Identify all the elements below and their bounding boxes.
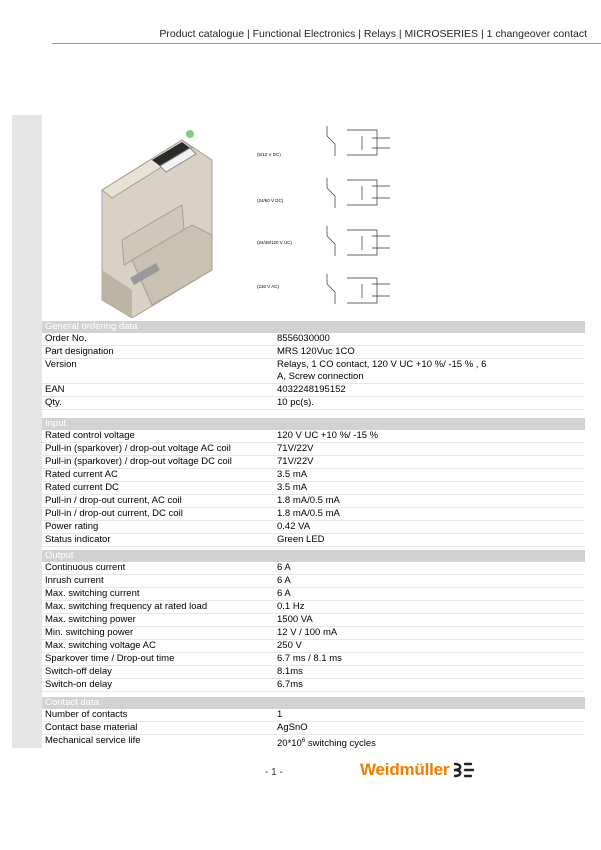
row-value: 1.8 mA/0.5 mA	[277, 495, 340, 506]
row-key: Version	[45, 359, 77, 370]
row-value: 8.1ms	[277, 666, 303, 677]
table-row	[42, 614, 585, 627]
row-value-exponent: 6	[301, 738, 306, 744]
table-row	[42, 456, 585, 469]
diagram-label-2: (24/60 V DC)	[257, 198, 284, 203]
weidmuller-mark-icon	[453, 761, 475, 779]
diagram-label-1: (5/12 V DC)	[257, 152, 281, 157]
table-row	[42, 384, 585, 397]
row-value: 6.7ms	[277, 679, 303, 690]
row-value-base: 20*10	[277, 738, 302, 750]
table-row	[42, 601, 585, 614]
header-divider	[52, 43, 601, 44]
row-value: MRS 120Vuc 1CO	[277, 346, 355, 357]
breadcrumb: Product catalogue | Functional Electronics | Relays | MICROSERIES | 1 changeover contact	[159, 28, 587, 40]
row-key: Pull-in (sparkover) / drop-out voltage AC coil	[45, 443, 231, 454]
row-key: Sparkover time / Drop-out time	[45, 653, 175, 664]
table-row	[42, 508, 585, 521]
row-value: 6 A	[277, 575, 291, 586]
table-row	[42, 534, 585, 547]
diagram-label-3: (24/48/120 V UC)	[257, 240, 293, 245]
row-key: Mechanical service life	[45, 735, 141, 746]
row-key: Number of contacts	[45, 709, 128, 720]
row-key: Rated current AC	[45, 469, 118, 480]
row-value: 3.5 mA	[277, 469, 308, 480]
diagram-label-4: (230 V AC)	[257, 284, 280, 289]
row-key: Switch-on delay	[45, 679, 113, 690]
row-value	[277, 735, 585, 750]
table-row	[42, 333, 585, 346]
side-bar	[12, 115, 42, 748]
row-value: AgSnO	[277, 722, 308, 733]
row-key: Inrush current	[45, 575, 104, 586]
table-row	[42, 521, 585, 534]
row-key: Part designation	[45, 346, 114, 357]
output-section	[42, 550, 585, 692]
row-value: 0.1 Hz	[277, 601, 305, 612]
table-row	[42, 575, 585, 588]
row-value: 6.7 ms / 8.1 ms	[277, 653, 342, 664]
row-key: Max. switching current	[45, 588, 140, 599]
row-value	[277, 359, 585, 383]
table-row	[42, 359, 585, 384]
row-key: Min. switching power	[45, 627, 134, 638]
row-value-line1: Relays, 1 CO contact, 120 V UC +10 %/ -15 % , 6	[277, 359, 487, 370]
table-row	[42, 709, 585, 722]
page-number: - 1 -	[265, 767, 283, 778]
row-key: Pull-in (sparkover) / drop-out voltage DC coil	[45, 456, 232, 467]
row-value: 1500 VA	[277, 614, 313, 625]
table-row	[42, 735, 585, 750]
product-images	[42, 118, 585, 320]
row-key: Rated current DC	[45, 482, 119, 493]
row-value: 6 A	[277, 588, 291, 599]
wiring-diagrams	[257, 118, 427, 320]
table-row	[42, 588, 585, 601]
section-heading: Contact data	[42, 697, 585, 709]
row-key: Switch-off delay	[45, 666, 112, 677]
row-key: Power rating	[45, 521, 99, 532]
row-value: 1.8 mA/0.5 mA	[277, 508, 340, 519]
table-row	[42, 653, 585, 666]
table-row	[42, 443, 585, 456]
logo-text: Weidmüller	[360, 760, 450, 779]
row-value: 0.42 VA	[277, 521, 311, 532]
section-heading: Output	[42, 550, 585, 562]
product-photo	[62, 120, 252, 318]
table-row	[42, 679, 585, 692]
row-key: EAN	[45, 384, 65, 395]
table-row	[42, 482, 585, 495]
row-value: 120 V UC +10 %/ -15 %	[277, 430, 379, 441]
input-section	[42, 418, 585, 547]
table-row	[42, 397, 585, 410]
row-value: 3.5 mA	[277, 482, 308, 493]
row-value: 12 V / 100 mA	[277, 627, 338, 638]
row-value: 250 V	[277, 640, 302, 651]
table-row	[42, 469, 585, 482]
row-value: 8556030000	[277, 333, 330, 344]
table-row	[42, 640, 585, 653]
row-value: 6 A	[277, 562, 291, 573]
table-row	[42, 562, 585, 575]
row-key: Pull-in / drop-out current, DC coil	[45, 508, 183, 519]
row-key: Max. switching power	[45, 614, 136, 625]
weidmuller-logo	[360, 758, 475, 782]
section-heading: Input	[42, 418, 585, 430]
row-key: Order No.	[45, 333, 87, 344]
table-row	[42, 666, 585, 679]
row-value: 71V/22V	[277, 456, 314, 467]
row-value-tail: switching cycles	[305, 738, 376, 750]
row-value: 1	[277, 709, 283, 720]
row-value: Green LED	[277, 534, 325, 545]
table-row	[42, 495, 585, 508]
general-ordering-section	[42, 321, 585, 410]
row-value: 71V/22V	[277, 443, 314, 454]
row-value-line2: A, Screw connection	[277, 371, 364, 382]
row-key: Continuous current	[45, 562, 126, 573]
table-row	[42, 722, 585, 735]
row-key: Pull-in / drop-out current, AC coil	[45, 495, 182, 506]
row-key: Rated control voltage	[45, 430, 135, 441]
table-row	[42, 627, 585, 640]
row-value: 4032248195152	[277, 384, 346, 395]
table-row	[42, 430, 585, 443]
section-heading: General ordering data	[42, 321, 585, 333]
table-row	[42, 346, 585, 359]
row-key: Contact base material	[45, 722, 138, 733]
row-key: Qty.	[45, 397, 62, 408]
row-value: 10 pc(s).	[277, 397, 314, 408]
row-key: Status indicator	[45, 534, 111, 545]
contact-data-section	[42, 697, 585, 750]
row-key: Max. switching frequency at rated load	[45, 601, 208, 612]
row-key: Max. switching voltage AC	[45, 640, 156, 651]
